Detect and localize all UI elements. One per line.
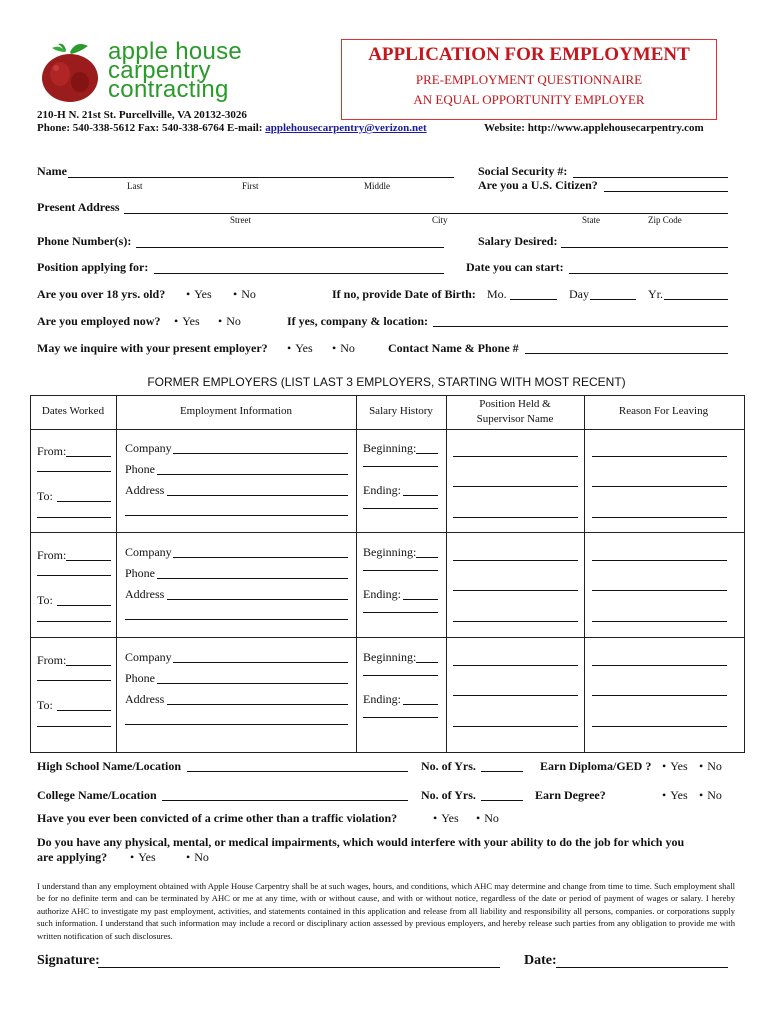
col-divider xyxy=(116,396,117,752)
employer-1-ending-label: Ending: xyxy=(363,483,401,497)
employed-yes-option[interactable]: • Yes xyxy=(174,314,200,329)
employer-1-to-label: To: xyxy=(37,489,53,503)
employer-2-beginning-label: Beginning: xyxy=(363,545,417,559)
employed-no-option[interactable]: • No xyxy=(218,314,241,329)
employer-3-position-field-2[interactable] xyxy=(453,695,578,696)
employer-3-address-label: Address xyxy=(125,692,165,706)
over18-no-option[interactable]: • No xyxy=(233,287,256,302)
impairment-yes-option[interactable]: • Yes xyxy=(130,850,156,865)
zip-caption: Zip Code xyxy=(648,215,682,225)
employer-2-position-field-2[interactable] xyxy=(453,590,578,591)
employer-2-position-field-1[interactable] xyxy=(453,560,578,561)
employer-1-address-field[interactable] xyxy=(167,495,348,496)
employer-1-beginning-field-2[interactable] xyxy=(363,466,438,467)
degree-label: Earn Degree? xyxy=(535,788,606,802)
employer-3-position-field-1[interactable] xyxy=(453,665,578,666)
row-divider xyxy=(31,532,744,533)
employer-1-reason-field-2[interactable] xyxy=(592,486,727,487)
diploma-no-option[interactable]: • No xyxy=(699,759,722,774)
dob-label: If no, provide Date of Birth: xyxy=(332,287,476,301)
disclaimer-paragraph: I understand than any employment obtained with Apple House Carpentry shall be at such wages, hours, and conditions, which AHC may determine and change from time to time. Such employment shall be for no definite term and can be terminated by AHC or me at any time, with or without cause, and with or without notice, regardless of the date or period of payment of wages or salary. I hereby authorize AHC to investigate my past employment, activities, and statements contained in this application and release from all liability and responsibility all persons, companies. or corporations supply such information. I understand that such information may include a record or disciplinary action assessed by previous employers, and hereby release such parties from any obligation to provide me with written notification of such disclosures. xyxy=(37,881,735,941)
employer-2-position-field-3[interactable] xyxy=(453,621,578,622)
employer-3-to-field[interactable] xyxy=(57,710,111,711)
employer-2-phone-label: Phone xyxy=(125,566,155,580)
impairment-question-line-1: Do you have any physical, mental, or medical impairments, which would interfere with your ability to do the job for which you xyxy=(37,835,685,849)
employer-3-reason-field-2[interactable] xyxy=(592,695,727,696)
state-caption: State xyxy=(582,215,600,225)
employer-2-to-field-2[interactable] xyxy=(37,621,111,622)
date-field[interactable] xyxy=(556,967,728,968)
former-employers-heading: FORMER EMPLOYERS (LIST LAST 3 EMPLOYERS, STARTING WITH MOST RECENT) xyxy=(147,375,626,389)
college-label: College Name/Location xyxy=(37,788,157,802)
contact-label: Contact Name & Phone # xyxy=(388,341,519,355)
high-school-field[interactable] xyxy=(187,771,408,772)
employer-2-reason-field-1[interactable] xyxy=(592,560,727,561)
col-divider xyxy=(584,396,585,752)
dob-day-field[interactable] xyxy=(590,299,636,300)
company-location-field[interactable] xyxy=(433,326,728,327)
employer-2-ending-label: Ending: xyxy=(363,587,401,601)
impairment-no-option[interactable]: • No xyxy=(186,850,209,865)
employer-3-reason-field-1[interactable] xyxy=(592,665,727,666)
present-address-field[interactable] xyxy=(124,213,728,214)
col-header-dates: Dates Worked xyxy=(41,405,105,417)
employer-1-address-label: Address xyxy=(125,483,165,497)
convicted-yes-option[interactable]: • Yes xyxy=(433,811,459,826)
employer-3-from-label: From: xyxy=(37,653,67,667)
employer-2-address-label: Address xyxy=(125,587,165,601)
col-header-salary: Salary History xyxy=(369,405,433,417)
employer-2-from-field[interactable] xyxy=(66,560,111,561)
employer-1-phone-field[interactable] xyxy=(157,474,348,475)
logo-line-1: apple house xyxy=(108,38,243,65)
employer-1-company-field[interactable] xyxy=(173,453,348,454)
company-logo xyxy=(36,40,106,106)
employer-2-ending-field-2[interactable] xyxy=(363,612,438,613)
impairment-question-line-2: are applying? xyxy=(37,850,108,864)
employer-3-ending-label: Ending: xyxy=(363,692,401,706)
phone-field[interactable] xyxy=(136,247,444,248)
email-link[interactable]: applehousecarpentry@verizon.net xyxy=(265,122,427,134)
employer-1-from-field-2[interactable] xyxy=(37,471,111,472)
employer-3-beginning-label: Beginning: xyxy=(363,650,417,664)
employer-3-to-field-2[interactable] xyxy=(37,726,111,727)
inquire-label: May we inquire with your present employer? xyxy=(37,341,268,355)
ssn-label: Social Security #: xyxy=(478,164,568,178)
employer-3-reason-field-3[interactable] xyxy=(592,726,727,727)
col-header-info: Employment Information xyxy=(179,405,293,417)
dob-year-label: Yr. xyxy=(648,287,663,301)
apple-logo-icon xyxy=(36,40,106,106)
company-location-label: If yes, company & location: xyxy=(287,314,428,328)
degree-no-option[interactable]: • No xyxy=(699,788,722,803)
employer-2-to-field[interactable] xyxy=(57,605,111,606)
employer-1-from-field[interactable] xyxy=(66,456,111,457)
employer-3-address-field-2[interactable] xyxy=(125,724,348,725)
employer-1-phone-label: Phone xyxy=(125,462,155,476)
convicted-label: Have you ever been convicted of a crime other than a traffic violation? xyxy=(37,811,398,825)
college-years-field[interactable] xyxy=(481,800,523,801)
contact-field[interactable] xyxy=(525,353,728,354)
dob-day-label: Day xyxy=(569,287,589,301)
street-caption: Street xyxy=(230,215,251,225)
employer-1-to-field-2[interactable] xyxy=(37,517,111,518)
row-divider xyxy=(31,637,744,638)
start-date-label: Date you can start: xyxy=(466,260,564,274)
employer-1-company-label: Company xyxy=(125,441,172,455)
signature-label: Signature: xyxy=(37,953,100,968)
employer-3-from-field[interactable] xyxy=(66,665,111,666)
city-caption: City xyxy=(432,215,448,225)
col-header-position-1: Position Held & xyxy=(479,398,551,410)
company-address: 210-H N. 21st St. Purcellville, VA 20132-3026 xyxy=(37,109,247,121)
employer-3-ending-field[interactable] xyxy=(403,704,438,705)
signature-field[interactable] xyxy=(98,967,500,968)
company-website: Website: http://www.applehousecarpentry.com xyxy=(484,122,704,134)
phone-label: Phone Number(s): xyxy=(37,234,132,248)
company-phone-fax xyxy=(37,122,427,134)
form-title: APPLICATION FOR EMPLOYMENT xyxy=(368,44,690,65)
employer-3-position-field-3[interactable] xyxy=(453,726,578,727)
over18-yes-option[interactable]: • Yes xyxy=(186,287,212,302)
dob-month-label: Mo. xyxy=(487,287,507,301)
position-label: Position applying for: xyxy=(37,260,149,274)
employer-2-address-field-2[interactable] xyxy=(125,619,348,620)
employer-1-to-field[interactable] xyxy=(57,501,111,502)
inquire-no-option[interactable]: • No xyxy=(332,341,355,356)
last-caption: Last xyxy=(127,181,143,191)
employer-3-address-field[interactable] xyxy=(167,704,348,705)
position-field[interactable] xyxy=(154,273,444,274)
employer-1-reason-field-1[interactable] xyxy=(592,456,727,457)
col-header-reason: Reason For Leaving xyxy=(618,405,709,417)
dob-year-field[interactable] xyxy=(664,299,728,300)
form-subtitle-2: AN EQUAL OPPORTUNITY EMPLOYER xyxy=(413,92,645,107)
hs-years-label: No. of Yrs. xyxy=(421,759,476,773)
first-caption: First xyxy=(242,181,259,191)
employer-1-reason-field-3[interactable] xyxy=(592,517,727,518)
present-address-label: Present Address xyxy=(37,200,120,214)
employer-2-beginning-field[interactable] xyxy=(416,557,438,558)
diploma-yes-option[interactable]: • Yes xyxy=(662,759,688,774)
employer-2-company-field[interactable] xyxy=(173,557,348,558)
form-subtitle-1: PRE-EMPLOYMENT QUESTIONNAIRE xyxy=(415,72,643,87)
salary-label: Salary Desired: xyxy=(478,234,558,248)
phone-fax-text: Phone: 540-338-5612 Fax: 540-338-6764 E-mail: xyxy=(37,122,263,134)
employer-2-ending-field[interactable] xyxy=(403,599,438,600)
employer-1-from-label: From: xyxy=(37,444,67,458)
dob-month-field[interactable] xyxy=(510,299,557,300)
employer-2-from-field-2[interactable] xyxy=(37,575,111,576)
row-divider xyxy=(31,429,744,430)
logo-line-3: contracting xyxy=(108,76,229,103)
employer-3-beginning-field[interactable] xyxy=(416,662,438,663)
employer-3-to-label: To: xyxy=(37,698,53,712)
employer-1-beginning-label: Beginning: xyxy=(363,441,417,455)
col-header-position-2: Supervisor Name xyxy=(476,413,554,425)
over18-label: Are you over 18 yrs. old? xyxy=(37,287,166,301)
employer-1-ending-field[interactable] xyxy=(403,495,438,496)
employed-label: Are you employed now? xyxy=(37,314,161,328)
logo-line-2: carpentry xyxy=(108,57,211,84)
employer-2-from-label: From: xyxy=(37,548,67,562)
employer-2-address-field[interactable] xyxy=(167,599,348,600)
employer-1-address-field-2[interactable] xyxy=(125,515,348,516)
middle-caption: Middle xyxy=(364,181,390,191)
employer-1-ending-field-2[interactable] xyxy=(363,508,438,509)
employer-2-reason-field-2[interactable] xyxy=(592,590,727,591)
start-date-field[interactable] xyxy=(569,273,728,274)
employer-2-phone-field[interactable] xyxy=(157,578,348,579)
name-label: Name xyxy=(37,164,67,178)
employer-2-to-label: To: xyxy=(37,593,53,607)
college-years-label: No. of Yrs. xyxy=(421,788,476,802)
name-field[interactable] xyxy=(68,177,454,178)
employer-1-position-field-3[interactable] xyxy=(453,517,578,518)
employer-1-position-field-1[interactable] xyxy=(453,456,578,457)
employer-3-company-label: Company xyxy=(125,650,172,664)
col-divider xyxy=(356,396,357,752)
employer-3-phone-label: Phone xyxy=(125,671,155,685)
date-label: Date: xyxy=(524,953,557,968)
college-field[interactable] xyxy=(162,800,408,801)
inquire-yes-option[interactable]: • Yes xyxy=(287,341,313,356)
salary-field[interactable] xyxy=(561,247,728,248)
diploma-label: Earn Diploma/GED ? xyxy=(540,759,652,773)
employer-2-beginning-field-2[interactable] xyxy=(363,570,438,571)
citizen-label: Are you a U.S. Citizen? xyxy=(478,178,598,192)
employer-1-beginning-field[interactable] xyxy=(416,453,438,454)
degree-yes-option[interactable]: • Yes xyxy=(662,788,688,803)
employer-1-position-field-2[interactable] xyxy=(453,486,578,487)
employer-3-company-field[interactable] xyxy=(173,662,348,663)
employer-3-phone-field[interactable] xyxy=(157,683,348,684)
citizen-field[interactable] xyxy=(604,191,728,192)
employer-2-company-label: Company xyxy=(125,545,172,559)
employer-3-beginning-field-2[interactable] xyxy=(363,675,438,676)
employer-3-from-field-2[interactable] xyxy=(37,680,111,681)
high-school-label: High School Name/Location xyxy=(37,759,182,773)
convicted-no-option[interactable]: • No xyxy=(476,811,499,826)
employer-2-reason-field-3[interactable] xyxy=(592,621,727,622)
hs-years-field[interactable] xyxy=(481,771,523,772)
col-divider xyxy=(446,396,447,752)
employer-3-ending-field-2[interactable] xyxy=(363,717,438,718)
